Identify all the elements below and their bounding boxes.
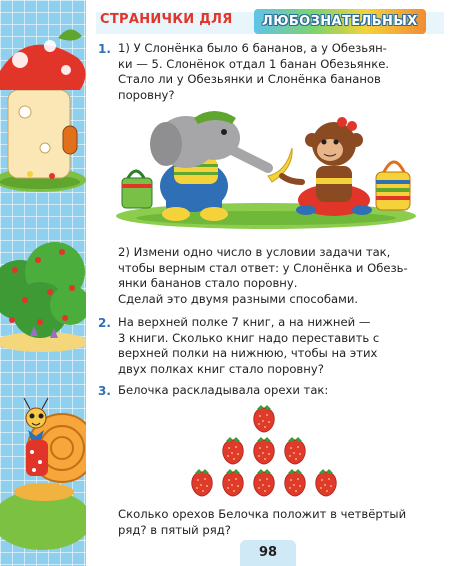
task-2-line: 3 книги. Сколько книг надо переставить с [118, 330, 380, 345]
page-number-box [240, 540, 296, 566]
decorative-scene-illustration [0, 0, 86, 566]
strawberry-icon [223, 469, 243, 496]
monkey-icon [282, 117, 372, 216]
task-2-line: двух полках книг стало поровну? [118, 361, 324, 376]
strawberry-icon [192, 469, 212, 496]
page-number: 98 [258, 545, 278, 560]
elephant-bag-icon [122, 171, 152, 208]
snail-illustration [0, 398, 86, 550]
textbook-page [86, 0, 450, 566]
task-1-part-2-line: янки бананов стало поровну. [118, 276, 298, 290]
task-2-text [118, 315, 379, 377]
strawberry-icon [223, 437, 243, 464]
task-1-part-1-line: 1) У Слонёнка было 6 бананов, а у Обезьян- [118, 41, 387, 55]
strawberry-icon [254, 469, 274, 496]
task-1-part-2-line: Сделай это двумя разными способами. [118, 291, 359, 306]
header-title-left: СТРАНИЧКИ ДЛЯ [100, 12, 233, 27]
strawberry-icon [285, 469, 305, 496]
task-1-part-2-line: 2) Измени одно число в условии задачи так, [118, 245, 391, 259]
task-2-line: На верхней полке 7 книг, а на нижней — [118, 315, 371, 329]
task-1-part-2-line: чтобы верным стал ответ: у Слонёнка и Обезь- [118, 260, 408, 275]
task-2-line: верхней полки на нижнюю, чтобы на этих [118, 346, 378, 360]
left-decorative-strip [0, 0, 86, 566]
mushroom-house-illustration [0, 29, 86, 192]
task-1-part-1-line: поровну? [118, 87, 175, 102]
strawberry-icon [285, 437, 305, 464]
task-1-number: 1. [98, 42, 111, 56]
elephant-and-monkey-illustration [116, 108, 416, 230]
task-1-part-1-line: ки — 5. Слонёнок отдал 1 банан Обезьянке. [118, 56, 390, 71]
header-title-right: ЛЮБОЗНАТЕЛЬНЫХ [254, 9, 426, 34]
task-3-intro: Белочка раскладывала орехи так: [118, 383, 329, 397]
task-3-question [118, 507, 406, 538]
berry-bush-illustration [0, 242, 86, 352]
strawberry-pyramid-illustration [184, 400, 344, 500]
task-3-number: 3. [98, 384, 111, 398]
strawberry-icon [316, 469, 336, 496]
task-2-number: 2. [98, 316, 111, 330]
task-1-part-2 [118, 245, 408, 307]
monkey-bag-icon [376, 162, 410, 210]
task-1-part-1-line: Стало ли у Обезьянки и Слонёнка бананов [118, 72, 381, 86]
task-1-part-1 [118, 41, 389, 103]
page-header [86, 6, 450, 40]
strawberry-icon [254, 405, 274, 432]
task-3-question-line: Сколько орехов Белочка положит в четвёртый [118, 507, 407, 521]
task-3-question-line: ряд? в пятый ряд? [118, 522, 231, 537]
strawberry-icon [254, 437, 274, 464]
